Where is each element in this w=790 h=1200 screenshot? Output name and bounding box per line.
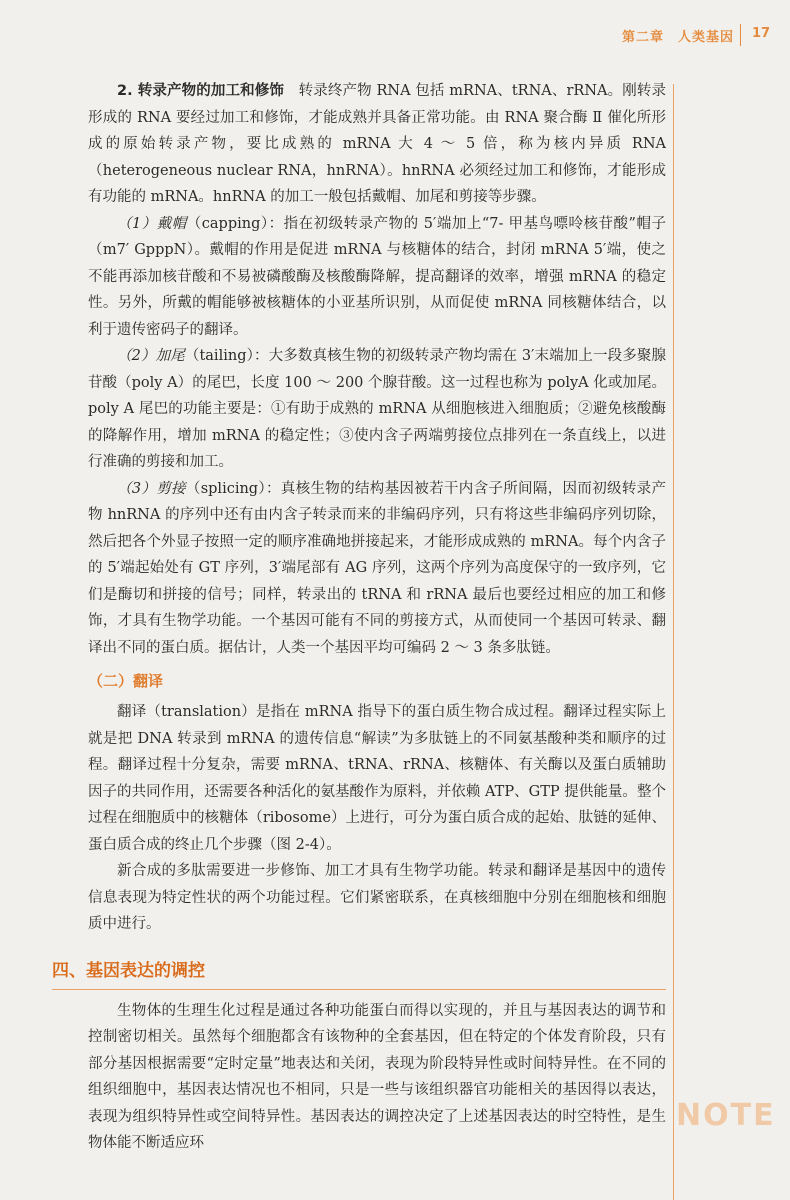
paragraph-tailing (88, 343, 666, 476)
chapter-title: 第二章 人类基因 (622, 30, 735, 45)
term-label: （2）加尾 (117, 348, 185, 364)
section-title-regulation (52, 956, 666, 986)
section-title-text: 四、基因表达的调控 (52, 960, 205, 981)
margin-rule (673, 84, 674, 1200)
note-label: NOTE (676, 1098, 776, 1133)
paragraph-translation: 翻译（translation）是指在 mRNA 指导下的蛋白质生物合成过程。翻译过程实际上就是把 DNA 转录到 mRNA 的遗传信息“解读”为多肽链上的不同氨基酸种类和顺序的过程。翻译过程十分复杂，需要 mRNA、tRNA、rRNA、核糖体、有关酶以及蛋白质辅助因子的共同作用，还需要各种活化的氨基酸作为原料，并依赖 ATP、GTP 提供能量。整个过程在细胞质中的核糖体（ribosome）上进行，可分为蛋白质合成的起始、肽链的延伸、蛋白质合成的终止几个步骤（图 2-4）。 (88, 704, 666, 853)
subsection-heading: 2. 转录产物的加工和修饰 (117, 83, 285, 99)
paragraph-splicing (88, 476, 666, 662)
paragraph-text: 转录终产物 RNA 包括 mRNA、tRNA、rRNA。刚转录形成的 RNA 要经过加工和修饰，才能成熟并具备正常功能。由 RNA 聚合酶 Ⅱ 催化所形成的原始转录产物，要比成熟的 mRNA 大 4 ～ 5 倍，称为核内异质 RNA（heterogeneous nuclear RNA，hnRNA）。hnRNA 必须经过加工和修饰，才能形成有功能的 mRNA。hnRNA 的加工一般包括戴帽、加尾和剪接等步骤。 (88, 83, 667, 205)
paragraph-regulation: 生物体的生理生化过程是通过各种功能蛋白而得以实现的，并且与基因表达的调节和控制密切相关。虽然每个细胞都含有该物种的全套基因，但在特定的个体发育阶段，只有部分基因根据需要“定时定量”地表达和关闭，表现为阶段特异性或时间特异性。在不同的组织细胞中，基因表达情况也不相同，只是一些与该组织器官功能相关的基因得以表达，表现为组织特异性或空间特异性。基因表达的调控决定了上述基因表达的时空特性，是生物体能不断适应环 (88, 1002, 666, 1151)
term-label: （3）剪接 (117, 480, 186, 497)
paragraph-processing (88, 78, 666, 211)
body-text (52, 78, 667, 1157)
section-rule (52, 989, 666, 990)
page-header (600, 22, 780, 48)
paragraph-text: （splicing）：真核生物的结构基因被若干内含子所间隔，因而初级转录产物 hnRNA 的序列中还有由内含子转录而来的非编码序列，只有将这些非编码序列切除，然后把各个外显子按照一定的顺序准确地拼接起来，才能形成成熟的 mRNA。每个内含子的 5′端起始处有 GT 序列，3′端尾部有 AG 序列，这两个序列为高度保守的一致序列，它们是酶切和拼接的信号；同样，转录出的 tRNA 和 rRNA 最后也要经过相应的加工和修饰，才具有生物学功能。一个基因可能有不同的剪接方式，从而使同一个基因可转录、翻译出不同的蛋白质。据估计，人类一个基因平均可编码 2 ～ 3 条多肽链。 (88, 480, 667, 656)
paragraph-capping (88, 211, 666, 344)
header-divider (740, 24, 741, 46)
term-label: （1）戴帽 (117, 215, 187, 232)
section-title-translation: （二）翻译 (88, 672, 164, 690)
page-number: 17 (752, 26, 771, 41)
paragraph-modification: 新合成的多肽需要进一步修饰、加工才具有生物学功能。转录和翻译是基因中的遗传信息表现为特定性状的两个功能过程。它们紧密联系，在真核细胞中分别在细胞核和细胞质中进行。 (88, 863, 666, 932)
paragraph-text: （capping）：指在初级转录产物的 5′端加上“7- 甲基鸟嘌呤核苷酸”帽子（m7′ GpppN）。戴帽的作用是促进 mRNA 与核糖体的结合，封闭 mRNA 5′端，使之不能再添加核苷酸和不易被磷酸酶及核酸酶降解，提高翻译的效率，增强 mRNA 的稳定性。另外，所戴的帽能够被核糖体的小亚基所识别，从而促使 mRNA 同核糖体结合，以利于遗传密码子的翻译。 (88, 215, 666, 338)
paragraph-text: （tailing）：大多数真核生物的初级转录产物均需在 3′末端加上一段多聚腺苷酸（poly A）的尾巴，长度 100 ～ 200 个腺苷酸。这一过程也称为 polyA 化或加尾。poly A 尾巴的功能主要是：①有助于成熟的 mRNA 从细胞核进入细胞质；②避免核酸酶的降解作用，增加 mRNA 的稳定性；③使内含子两端剪接位点排列在一条直线上，以进行准确的剪接和加工。 (88, 348, 666, 470)
